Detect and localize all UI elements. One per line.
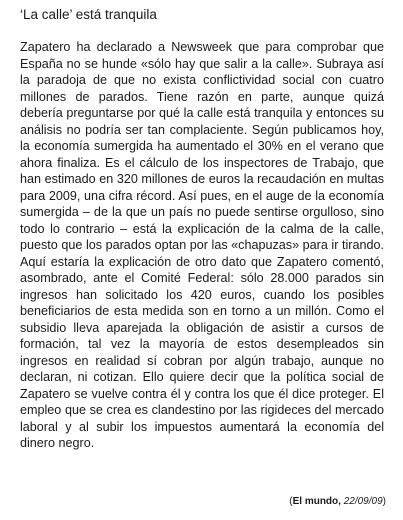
source-outlet: El mundo [292,496,339,507]
article-body: Zapatero ha declarado a Newsweek que para comprobar que España no se hunde «sólo hay que salir a la calle». Subraya así la paradoja de que no exista conflictividad social con cuatro millones de parados. Tiene razón en parte, aunque quizá debería preguntarse por qué la calle está tranquila y entonces su análisis no podría ser tan complaciente. Según publicamos hoy, la economía sumergida ha aumentado el 30% en el verano que ahora finaliza. Es el cálculo de los inspectores de Trabajo, que han estimado en 320 millones de euros la recaudación en multas para 2009, una cifra récord. Así pues, en el auge de la economía sumergida – de la que un país no puede sentirse orgulloso, sino todo lo contrario – está la explicación de la calma de la calle, puesto que los parados optan por las «chapuzas» para ir tirando. Aquí estaría la explicación de otro dato que Zapatero comentó, asombrado, ante el Comité Federal: sólo 28.000 parados sin ingresos han solicitado los 420 euros, cuando los posibles beneficiarios de esta medida son en torno a un millón. Como el subsidio lleva aparejada la obligación de asistir a cursos de formación, tal vez la mayoría de estos desempleados sin ingresos en realidad sí cobran por algún trabajo, aunque no declaran, ni cotizan. Ello quiere decir que la política social de Zapatero se vuelve contra él y contra los que él dice proteger. El empleo que se crea es clandestino por las rigideces del mercado laboral y al subir los impuestos aumentará la economía del dinero negro. [20,40,384,450]
article-source: (El mundo, 22/09/09) [289,496,386,507]
article [20,6,386,514]
article-title: ‘La calle’ está tranquila [20,7,157,22]
source-date: 22/09/09 [343,496,383,507]
